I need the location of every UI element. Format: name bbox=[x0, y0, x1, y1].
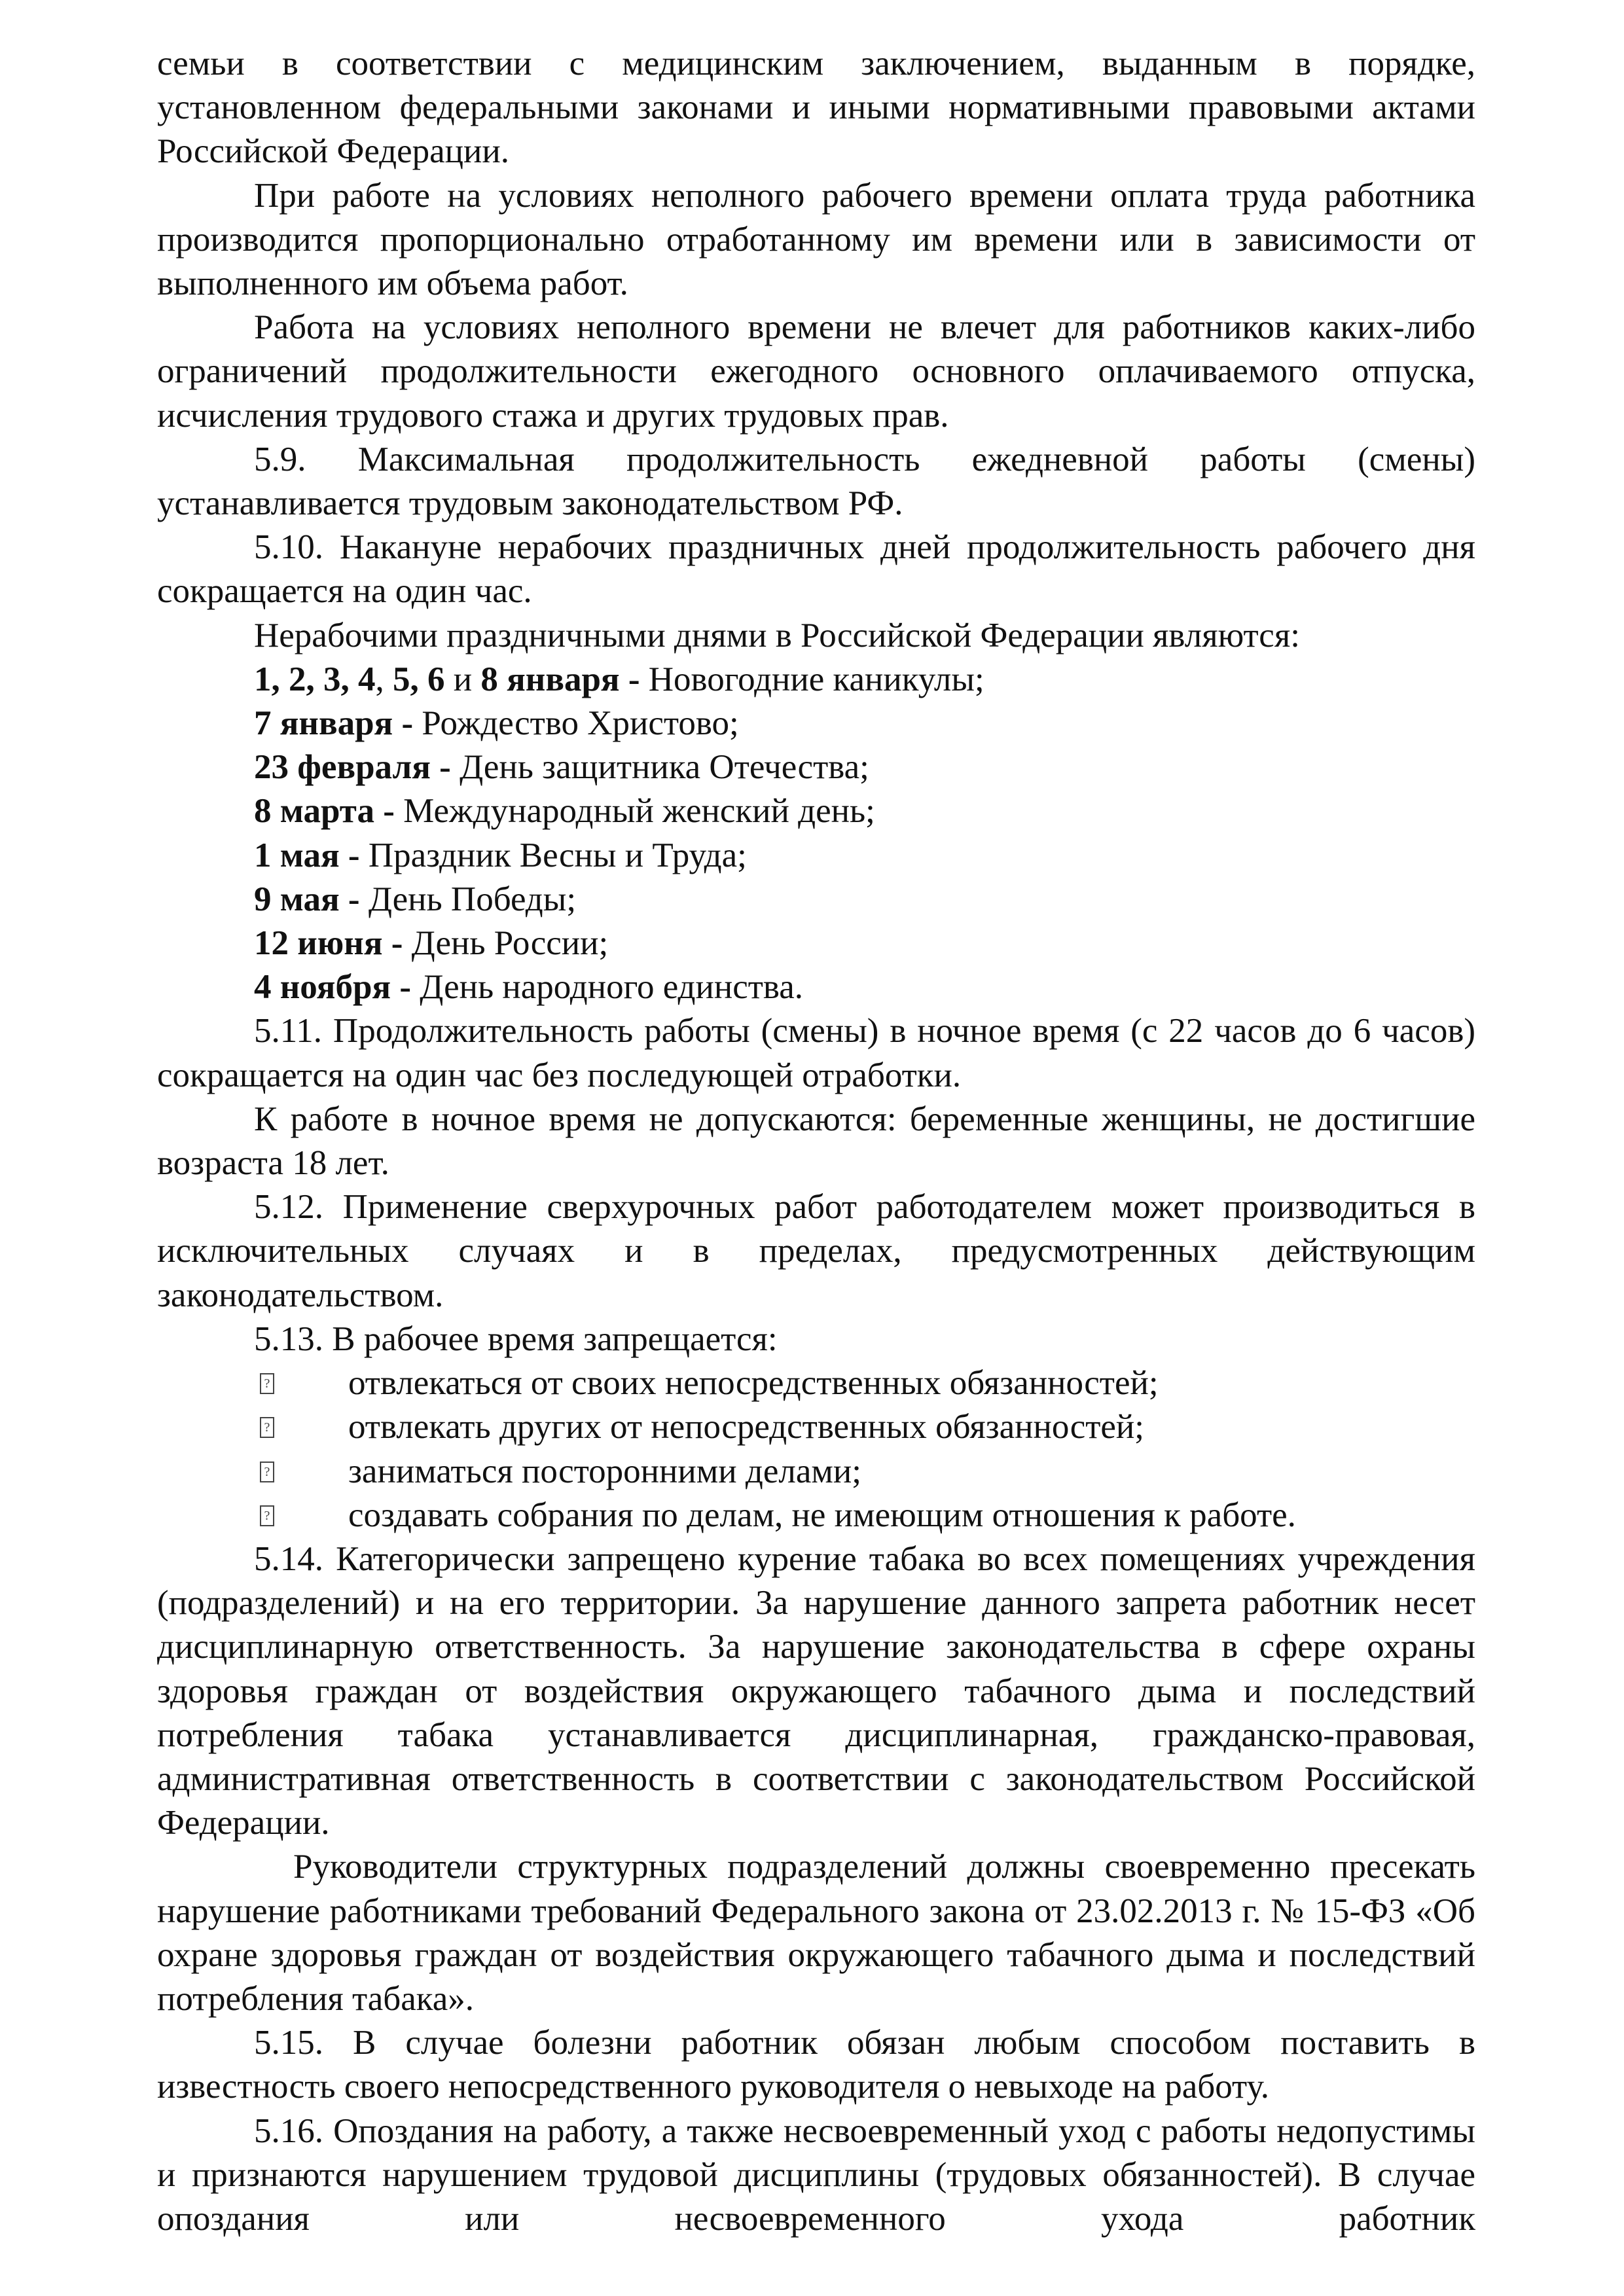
missing-glyph-icon: ? bbox=[260, 1417, 274, 1438]
list-item: ? заниматься посторонними делами; bbox=[157, 1450, 1475, 1494]
missing-glyph-icon: ? bbox=[260, 1462, 274, 1482]
holiday-christmas: 7 января - Рождество Христово; bbox=[254, 704, 739, 743]
paragraph-5-9: 5.9. Максимальная продолжительность ежедневной работы (смены) устанавливается трудовым законодательством РФ. bbox=[157, 440, 1475, 523]
paragraph-part-time-pay: При работе на условиях неполного рабочего времени оплата труда работника производится пропорционально отработанному им времени или в зависимости от выполненного им объема работ. bbox=[157, 176, 1475, 303]
paragraph-holidays-intro: Нерабочими праздничными днями в Российской Федерации являются: bbox=[254, 616, 1300, 655]
holiday-new-year: 1, 2, 3, 4, 5, 6 и 8 января - Новогодние каникулы; bbox=[254, 660, 984, 698]
holiday-russia-day: 12 июня - День России; bbox=[254, 924, 609, 963]
prohibited-list bbox=[157, 1361, 1475, 1537]
paragraph-5-10: 5.10. Накануне нерабочих праздничных дней продолжительность рабочего дня сокращается на один час. bbox=[157, 528, 1475, 611]
holiday-list bbox=[157, 658, 1475, 1010]
paragraph-5-13: 5.13. В рабочее время запрещается: bbox=[254, 1319, 778, 1358]
holiday-victory-day: 9 мая - День Победы; bbox=[254, 880, 577, 918]
missing-glyph-icon: ? bbox=[260, 1505, 274, 1526]
paragraph-managers-duty: Руководители структурных подразделений должны своевременно пресекать нарушение работниками требований Федерального закона от 23.02.2013 г. № 15-ФЗ «Об охране здоровья граждан от воздействия окружающего табачного дыма и последствий потребления табака». bbox=[157, 1848, 1475, 2018]
paragraph-5-16: 5.16. Опоздания на работу, а также несвоевременный уход с работы недопустимы и признаются нарушением трудовой дисциплины (трудовых обязанностей). В случае опоздания или несвоевременного ухода работник bbox=[157, 2111, 1475, 2238]
holiday-womens-day: 8 марта - Международный женский день; bbox=[254, 792, 875, 831]
paragraph-5-11: 5.11. Продолжительность работы (смены) в ночное время (с 22 часов до 6 часов) сокращается на один час без последующей отработки. bbox=[157, 1012, 1475, 1094]
holiday-unity-day: 4 ноября - День народного единства. bbox=[254, 968, 804, 1007]
list-item: ? создавать собрания по делам, не имеющим отношения к работе. bbox=[157, 1494, 1475, 1537]
holiday-defender-day: 23 февраля - День защитника Отечества; bbox=[254, 748, 869, 787]
list-item: ? отвлекать других от непосредственных обязанностей; bbox=[157, 1405, 1475, 1449]
list-item: ? отвлекаться от своих непосредственных обязанностей; bbox=[157, 1361, 1475, 1405]
paragraph-5-14: 5.14. Категорически запрещено курение табака во всех помещениях учреждения (подразделений) и на его территории. За нарушение данного запрета работник несет дисциплинарную ответственность. За нарушение законодательства в сфере охраны здоровья граждан от воздействия окружающего табачного дыма и последствий потребления табака устанавливается дисциплинарная, гражданско-правовая, административная ответственность в соответствии с законодательством Российской Федерации. bbox=[157, 1539, 1475, 1842]
missing-glyph-icon: ? bbox=[260, 1373, 274, 1394]
document-page bbox=[157, 42, 1475, 2241]
paragraph-medical-conclusion: семьи в соответствии с медицинским заключением, выданным в порядке, установленном федеральными законами и иными нормативными правовыми актами Российской Федерации. bbox=[157, 45, 1475, 171]
paragraph-5-15: 5.15. В случае болезни работник обязан любым способом поставить в известность своего непосредственного руководителя о невыходе на работу. bbox=[157, 2024, 1475, 2106]
paragraph-night-work: К работе в ночное время не допускаются: беременные женщины, не достигшие возраста 18 лет. bbox=[157, 1100, 1475, 1183]
paragraph-part-time-rights: Работа на условиях неполного времени не влечет для работников каких-либо ограничений продолжительности ежегодного основного оплачиваемого отпуска, исчисления трудового стажа и других трудовых прав. bbox=[157, 308, 1475, 435]
holiday-spring-labour: 1 мая - Праздник Весны и Труда; bbox=[254, 836, 747, 874]
paragraph-5-12: 5.12. Применение сверхурочных работ работодателем может производиться в исключительных случаях и в пределах, предусмотренных действующим законодательством. bbox=[157, 1188, 1475, 1314]
